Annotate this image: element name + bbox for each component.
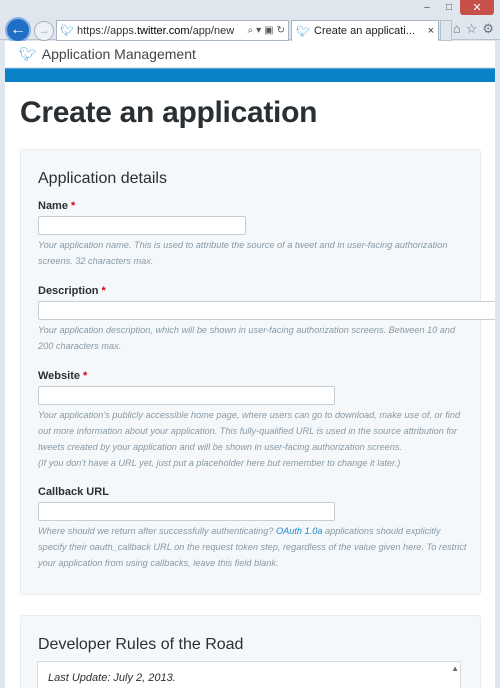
refresh-icon[interactable]: ↻ <box>276 25 285 36</box>
tab-title: Create an applicati... <box>314 25 415 37</box>
rules-text-box[interactable] <box>37 661 461 688</box>
callback-url-input[interactable] <box>38 502 335 521</box>
browser-toolbar-icons <box>453 21 494 37</box>
name-label <box>38 200 75 212</box>
dropdown-icon[interactable]: ▾ <box>256 25 262 36</box>
developer-rules-panel <box>20 615 481 688</box>
name-label-text: Name <box>38 200 68 212</box>
required-marker: * <box>101 285 106 297</box>
arrow-left-icon: ← <box>10 21 26 38</box>
favorites-star-icon[interactable]: ☆ <box>465 21 478 36</box>
twitter-logo-icon[interactable]: 🐦︎ <box>19 45 37 62</box>
description-input[interactable] <box>38 301 495 320</box>
window-controls <box>416 0 494 15</box>
callback-url-label: Callback URL <box>38 486 109 498</box>
address-bar[interactable] <box>56 20 289 41</box>
minimize-button[interactable]: – <box>424 2 430 13</box>
url-domain: twitter.com <box>136 24 190 37</box>
lock-icon[interactable]: ▣ <box>264 25 274 36</box>
callback-help-before: Where should we return after successfully authenticating? <box>38 526 276 536</box>
gear-icon[interactable]: ⚙ <box>482 21 494 36</box>
last-update-text: Last Update: July 2, 2013. <box>48 672 176 684</box>
nav-bar <box>5 68 495 82</box>
application-details-heading: Application details <box>38 170 167 187</box>
website-label <box>38 370 87 382</box>
developer-rules-heading: Developer Rules of the Road <box>38 636 244 653</box>
required-marker: * <box>70 200 76 212</box>
back-button[interactable] <box>5 17 31 43</box>
main-content <box>5 83 495 688</box>
tab-twitter-bird-icon: 🐦︎ <box>296 25 310 38</box>
website-label-text: Website <box>38 370 80 382</box>
website-help <box>38 407 468 471</box>
callback-url-help <box>38 523 468 571</box>
web-page <box>5 41 495 688</box>
url-path: /app/new <box>189 24 235 37</box>
website-input[interactable] <box>38 386 335 405</box>
description-label <box>38 285 106 297</box>
name-help: Your application name. This is used to attribute the source of a tweet and in user-facing authorization screens. 32 characters max. <box>38 240 448 266</box>
application-details-panel <box>20 149 481 595</box>
new-tab-button[interactable] <box>440 20 452 41</box>
app-header <box>5 41 495 68</box>
description-help: Your application description, which will be shown in user-facing authorization screens. Between 10 and 200 characters max. <box>38 325 456 351</box>
website-help-main: Your application's publicly accessible home page, where users can go to download, make use of, or find out more information about your application. This fully-qualified URL is used in the source attribution for tweets created by your application and will be shown in user-facing authorization screens. <box>38 410 461 452</box>
browser-tab[interactable] <box>291 20 439 41</box>
address-tools <box>248 25 288 36</box>
arrow-right-icon: → <box>38 25 50 37</box>
tab-close-icon[interactable]: × <box>427 25 434 37</box>
close-window-button[interactable]: ✕ <box>460 0 494 15</box>
callback-help-after: applications should explicitly specify their oauth_callback URL on the request token step, regardless of the value given here. To restrict your application from using callbacks, leave this field blank. <box>38 526 467 568</box>
forward-button[interactable] <box>34 21 54 41</box>
twitter-bird-icon: 🐦︎ <box>60 25 74 37</box>
description-label-text: Description <box>38 285 99 297</box>
website-help-placeholder-note: (If you don't have a URL yet, just put a placeholder here but remember to change it later.) <box>38 458 401 468</box>
required-marker: * <box>82 370 88 382</box>
address-url[interactable] <box>77 25 234 37</box>
maximize-button[interactable]: □ <box>445 2 453 13</box>
name-input[interactable] <box>38 216 246 235</box>
page-title: Create an application <box>20 96 318 129</box>
oauth-link[interactable]: OAuth 1.0a <box>275 526 323 536</box>
scroll-up-icon[interactable]: ▲ <box>451 664 459 673</box>
app-header-title[interactable]: Application Management <box>41 46 196 62</box>
home-icon[interactable]: ⌂ <box>452 21 461 36</box>
search-icon[interactable]: ⌕ <box>247 25 254 36</box>
url-prefix: https://apps. <box>77 24 137 37</box>
